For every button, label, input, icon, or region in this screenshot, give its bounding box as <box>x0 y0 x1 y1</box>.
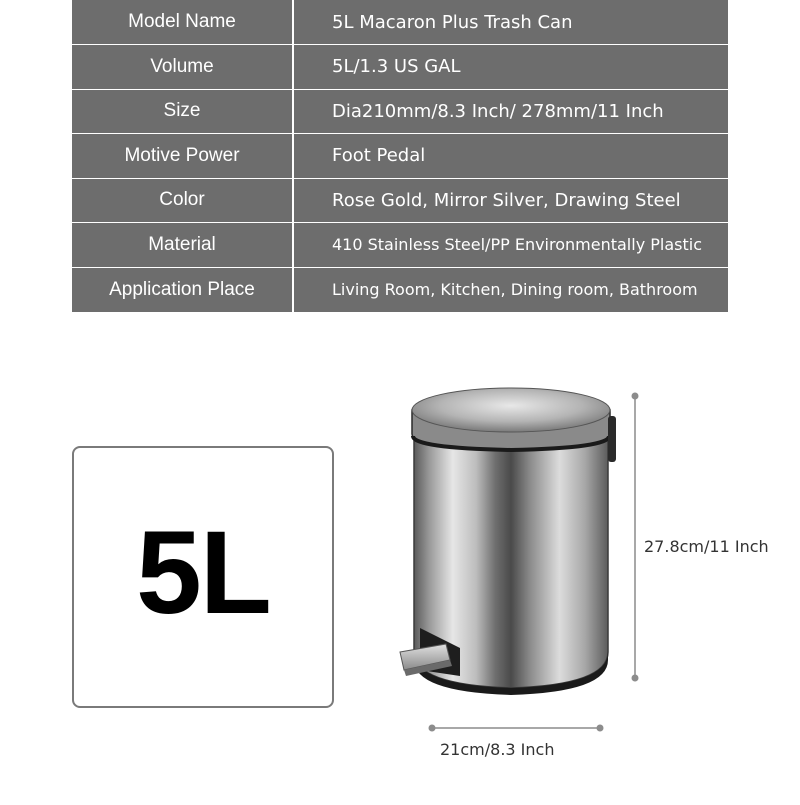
spec-value: Foot Pedal <box>293 134 728 179</box>
spec-label: Material <box>72 223 293 268</box>
trash-can-lid <box>412 388 610 450</box>
spec-row-color <box>72 178 728 223</box>
spec-row-motive-power <box>72 134 728 179</box>
spec-row-application-place <box>72 267 728 312</box>
spec-value: Dia210mm/8.3 Inch/ 278mm/11 Inch <box>293 89 728 134</box>
spec-table <box>72 0 728 312</box>
spec-row-model-name <box>72 0 728 45</box>
capacity-badge <box>72 446 334 708</box>
spec-value: 5L/1.3 US GAL <box>293 45 728 90</box>
spec-label: Color <box>72 178 293 223</box>
trash-can-illustration <box>380 370 800 800</box>
spec-row-size <box>72 89 728 134</box>
spec-label: Volume <box>72 45 293 90</box>
height-dimension-line <box>632 393 639 682</box>
width-dimension-label: 21cm/8.3 Inch <box>440 740 555 759</box>
spec-row-material <box>72 223 728 268</box>
spec-value: 410 Stainless Steel/PP Environmentally Plastic <box>293 223 728 268</box>
height-dimension-label: 27.8cm/11 Inch <box>644 537 769 556</box>
spec-label: Application Place <box>72 267 293 312</box>
trash-can-figure <box>380 370 800 800</box>
spec-label: Model Name <box>72 0 293 45</box>
spec-value: 5L Macaron Plus Trash Can <box>293 0 728 45</box>
capacity-text: 5L <box>136 507 270 639</box>
spec-row-volume <box>72 45 728 90</box>
spec-value: Living Room, Kitchen, Dining room, Bathroom <box>293 267 728 312</box>
spec-label: Size <box>72 89 293 134</box>
spec-label: Motive Power <box>72 134 293 179</box>
width-dimension-line <box>429 725 604 732</box>
lid-hinge <box>608 416 616 462</box>
spec-value: Rose Gold, Mirror Silver, Drawing Steel <box>293 178 728 223</box>
